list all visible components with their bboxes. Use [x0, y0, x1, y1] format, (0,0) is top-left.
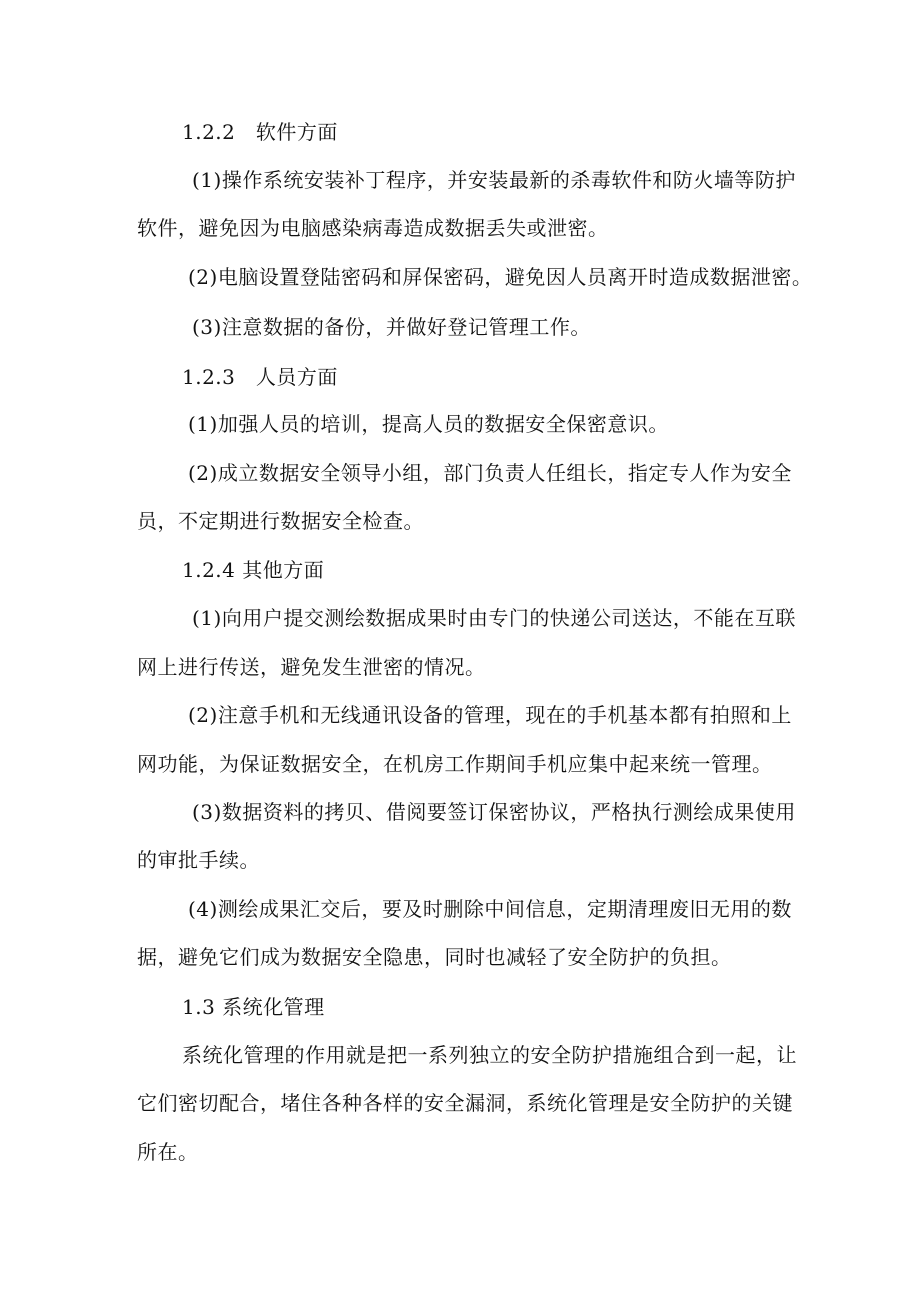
section-heading-1-3: 1.3 系统化管理: [182, 995, 325, 1019]
paragraph-line: (1)加强人员的培训，提高人员的数据安全保密意识。: [188, 412, 669, 436]
paragraph-line: (3)数据资料的拷贝、借阅要签订保密协议，严格执行测绘成果使用: [192, 800, 796, 824]
section-heading-1-2-4: 1.2.4 其他方面: [182, 558, 325, 582]
paragraph-line: 网上进行传送，避免发生泄密的情况。: [137, 655, 486, 679]
paragraph-line: (2)成立数据安全领导小组，部门负责人任组长，指定专人作为安全: [188, 461, 792, 485]
paragraph-line: (2)注意手机和无线通讯设备的管理，现在的手机基本都有拍照和上: [188, 703, 792, 727]
paragraph-line: 它们密切配合，堵住各种各样的安全漏洞，系统化管理是安全防护的关键: [137, 1091, 793, 1115]
paragraph-line: (1)向用户提交测绘数据成果时由专门的快递公司送达，不能在互联: [192, 606, 796, 630]
paragraph-line: 系统化管理的作用就是把一系列独立的安全防护措施组合到一起，让: [182, 1043, 797, 1067]
paragraph-line: 的审批手续。: [137, 848, 260, 872]
paragraph-line: 所在。: [137, 1140, 199, 1164]
paragraph-line: 据，避免它们成为数据安全隐患，同时也减轻了安全防护的负担。: [137, 945, 732, 969]
section-heading-1-2-3: 1.2.3 人员方面: [182, 365, 338, 389]
paragraph-line: (2)电脑设置登陆密码和屏保密码，避免因人员离开时造成数据泄密。: [188, 265, 813, 289]
paragraph-line: (4)测绘成果汇交后，要及时删除中间信息，定期清理废旧无用的数: [188, 897, 792, 921]
paragraph-line: 软件，避免因为电脑感染病毒造成数据丢失或泄密。: [137, 216, 609, 240]
paragraph-line: 员，不定期进行数据安全检查。: [137, 509, 424, 533]
paragraph-line: (1)操作系统安装补丁程序，并安装最新的杀毒软件和防火墙等防护: [192, 168, 796, 192]
section-heading-1-2-2: 1.2.2 软件方面: [182, 120, 338, 144]
paragraph-line: (3)注意数据的备份，并做好登记管理工作。: [192, 315, 591, 339]
paragraph-line: 网功能，为保证数据安全，在机房工作期间手机应集中起来统一管理。: [137, 752, 773, 776]
